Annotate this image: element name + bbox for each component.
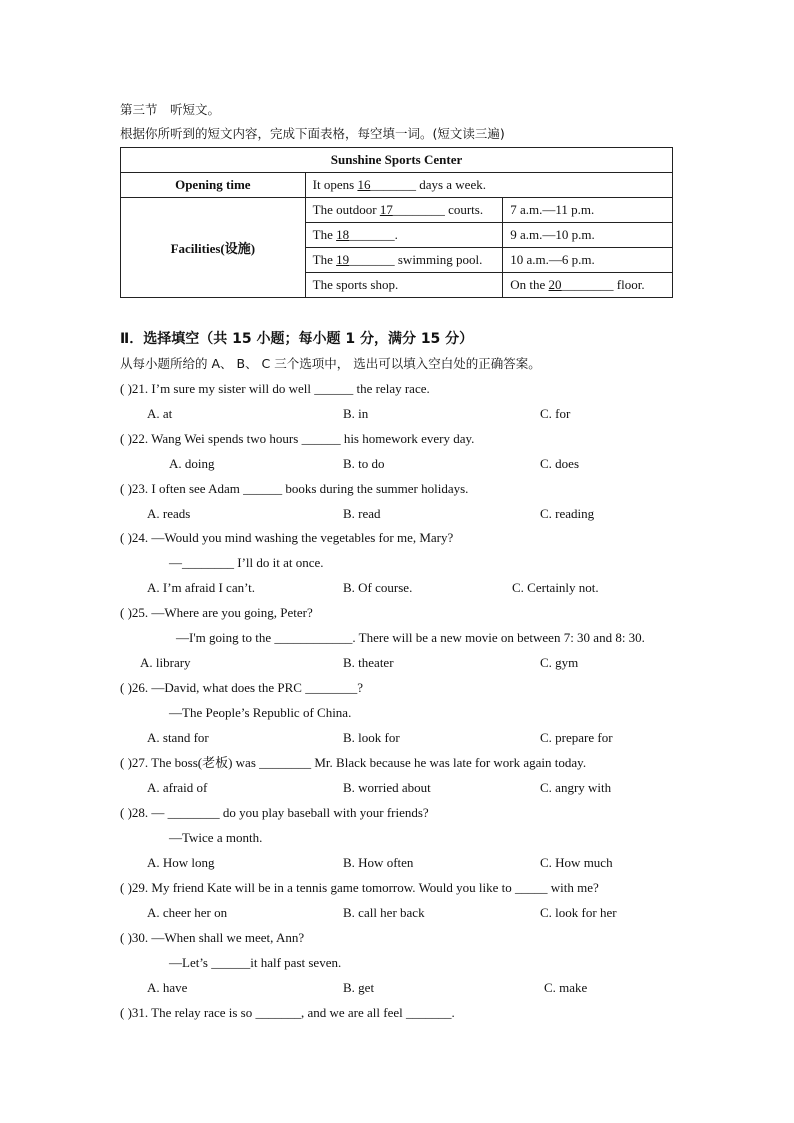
q29-option-b: B. call her back: [343, 905, 425, 920]
question-22-stem: ( )22. Wang Wei spends two hours ______ his homework every day.: [120, 431, 475, 446]
q27-option-a: A. afraid of: [147, 780, 208, 795]
question-24-reply: —________ I’ll do it at once.: [169, 555, 324, 570]
facility-row-18: The 18_______.: [305, 223, 503, 248]
q26-option-a: A. stand for: [147, 730, 209, 745]
q28-option-a: A. How long: [147, 855, 215, 870]
facility-floor-20: On the 20________ floor.: [503, 273, 673, 298]
blank-17: 17: [379, 202, 393, 217]
facility-time-19: 10 a.m.—6 p.m.: [503, 248, 673, 273]
q29-option-a: A. cheer her on: [147, 905, 228, 920]
q30-option-a: A. have: [147, 980, 188, 995]
section3-instruction: 根据你所听到的短文内容，完成下面表格，每空填一词。(短文读三遍): [120, 126, 505, 141]
question-28-stem: ( )28. — ________ do you play baseball with your friends?: [120, 805, 429, 820]
opening-time-label: Opening time: [121, 173, 306, 198]
question-29-stem: ( )29. My friend Kate will be in a tennis game tomorrow. Would you like to _____ with me?: [120, 880, 599, 895]
question-31-stem: ( )31. The relay race is so _______, and we are all feel _______.: [120, 1005, 455, 1020]
part2-heading: Ⅱ．选择填空（共 15 小题；每小题 1 分，满分 15 分）: [120, 331, 474, 347]
question-26-stem: ( )26. —David, what does the PRC ________?: [120, 680, 364, 695]
part2-instruction: 从每小题所给的 A、 B、 C 三个选项中， 选出可以填入空白处的正确答案。: [120, 356, 541, 371]
q27-option-b: B. worried about: [343, 780, 431, 795]
q21-option-b: B. in: [343, 406, 369, 421]
facility-time-18: 9 a.m.—10 p.m.: [503, 223, 673, 248]
q27-option-c: C. angry with: [540, 780, 612, 795]
section3-heading: 第三节 听短文。: [120, 102, 221, 117]
q22-option-b: B. to do: [343, 456, 385, 471]
q24-option-c: C. Certainly not.: [512, 580, 599, 595]
q26-option-c: C. prepare for: [540, 730, 613, 745]
q24-option-b: B. Of course.: [343, 580, 413, 595]
question-21-stem: ( )21. I’m sure my sister will do well ______ the relay race.: [120, 381, 430, 396]
blank-18: 18: [336, 227, 350, 242]
question-27-stem: ( )27. The boss(老板) was ________ Mr. Black because he was late for work again today.: [120, 755, 587, 770]
question-25-stem: ( )25. —Where are you going, Peter?: [120, 605, 313, 620]
q28-option-c: C. How much: [540, 855, 613, 870]
q21-option-c: C. for: [540, 406, 571, 421]
q23-option-c: C. reading: [540, 506, 595, 521]
q30-option-b: B. get: [343, 980, 375, 995]
opening-time-cell: It opens 16_______ days a week.: [305, 173, 672, 198]
q25-option-a: A. library: [140, 655, 191, 670]
facility-row-17: The outdoor 17________ courts.: [305, 198, 503, 223]
facility-row-shop: The sports shop.: [305, 273, 503, 298]
q21-option-a: A. at: [147, 406, 173, 421]
q23-option-b: B. read: [343, 506, 381, 521]
question-30-reply: —Let’s ______it half past seven.: [169, 955, 342, 970]
blank-16: 16: [357, 177, 371, 192]
facility-time-17: 7 a.m.—11 p.m.: [503, 198, 673, 223]
q25-option-c: C. gym: [540, 655, 579, 670]
question-24-stem: ( )24. —Would you mind washing the vegetables for me, Mary?: [120, 530, 454, 545]
blank-19: 19: [336, 252, 350, 267]
question-23-stem: ( )23. I often see Adam ______ books during the summer holidays.: [120, 481, 469, 496]
q25-option-b: B. theater: [343, 655, 394, 670]
facility-row-19: The 19_______ swimming pool.: [305, 248, 503, 273]
question-25-reply: —I'm going to the ____________. There will be a new movie on between 7: 30 and 8: 30.: [176, 630, 645, 645]
q29-option-c: C. look for her: [540, 905, 617, 920]
blank-20: 20: [548, 277, 562, 292]
sports-center-table: [120, 147, 673, 298]
q24-option-a: A. I’m afraid I can’t.: [147, 580, 256, 595]
q22-option-c: C. does: [540, 456, 579, 471]
q28-option-b: B. How often: [343, 855, 414, 870]
q26-option-b: B. look for: [343, 730, 400, 745]
question-26-reply: —The People’s Republic of China.: [169, 705, 352, 720]
question-28-reply: —Twice a month.: [169, 830, 263, 845]
q23-option-a: A. reads: [147, 506, 191, 521]
question-30-stem: ( )30. —When shall we meet, Ann?: [120, 930, 305, 945]
q22-option-a: A. doing: [169, 456, 215, 471]
table-title: Sunshine Sports Center: [121, 148, 673, 173]
q30-option-c: C. make: [544, 980, 588, 995]
facilities-label: Facilities(设施): [121, 198, 306, 298]
